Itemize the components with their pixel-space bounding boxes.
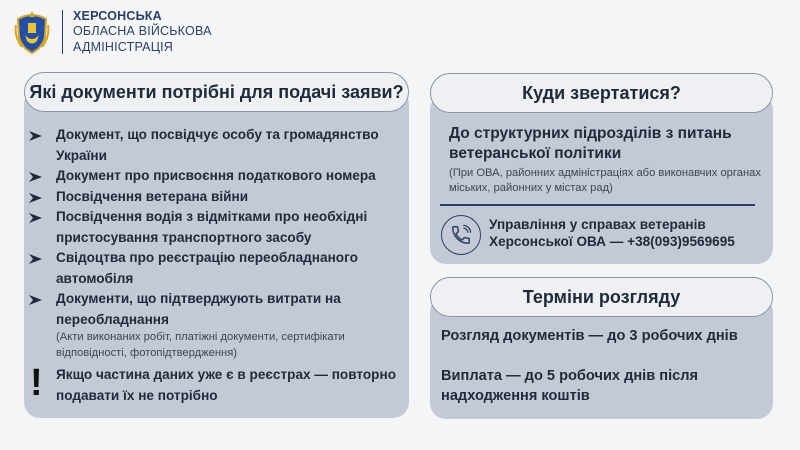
document-text: Документи, що підтверджують витрати на переобладнання [56, 291, 341, 327]
chevron-right-icon [28, 130, 44, 142]
org-line-2: ОБЛАСНА ВІЙСЬКОВА [73, 24, 212, 39]
divider [440, 204, 755, 206]
list-item [28, 248, 398, 289]
contact-info [489, 216, 774, 250]
document-text: Свідоцтва про реєстрацію переобладнаного автомобіля [56, 250, 358, 286]
exclamation-icon: ! [30, 362, 43, 404]
list-item [28, 187, 398, 208]
review-term: Розгляд документів — до 3 робочих днів [441, 328, 738, 344]
contact-line-1: Управління у справах ветеранів [489, 217, 706, 232]
where-title: Куди звертатися? [430, 73, 773, 113]
document-text: Посвідчення водія з відмітками про необхідні пристосування транспортного засобу [56, 209, 368, 245]
header [14, 8, 212, 56]
warning-text: Якщо частина даних уже є в реєстрах — повторно подавати їх не потрібно [56, 367, 397, 403]
document-text: Посвідчення ветерана війни [56, 188, 249, 204]
org-line-3: АДМІНІСТРАЦІЯ [73, 39, 174, 54]
payment-term: Виплата — до 5 робочих днів після надходження коштів [441, 368, 699, 404]
list-item [28, 207, 398, 248]
documents-title: Які документи потрібні для подачі заяви? [24, 72, 409, 112]
chevron-right-icon [28, 212, 44, 224]
document-text: Документ про присвоєння податкового номера [56, 168, 376, 183]
chevron-right-icon [28, 192, 44, 204]
phone-icon [441, 215, 481, 255]
contact-line-2[interactable]: Херсонської ОВА — +38(093)9569695 [489, 234, 735, 249]
organization-name [73, 9, 212, 56]
document-note: (Акти виконаних робіт, платіжні документи, сертифікати відповідності, фотопідтвердження) [56, 331, 345, 359]
org-line-1: ХЕРСОНСЬКА [73, 8, 162, 23]
header-divider [62, 10, 63, 54]
destination-text: До структурних підрозділів з питань ветеранської політики [449, 125, 732, 162]
destination-note: (При ОВА, районних адміністраціях або виконавчих органах міських, районних у містах рад) [449, 167, 761, 194]
phone-glyph-icon [450, 224, 472, 246]
document-text: Документ, що посвідчує особу та громадянство України [56, 127, 379, 163]
chevron-right-icon [28, 253, 44, 265]
list-item [28, 289, 398, 361]
list-item [28, 125, 398, 166]
chevron-right-icon [28, 171, 44, 183]
kherson-coat-of-arms-icon [14, 9, 50, 55]
list-item [28, 166, 398, 187]
chevron-right-icon [28, 294, 44, 306]
warning-note [28, 362, 398, 406]
documents-list [28, 125, 398, 406]
terms-title: Терміни розгляду [430, 277, 773, 317]
